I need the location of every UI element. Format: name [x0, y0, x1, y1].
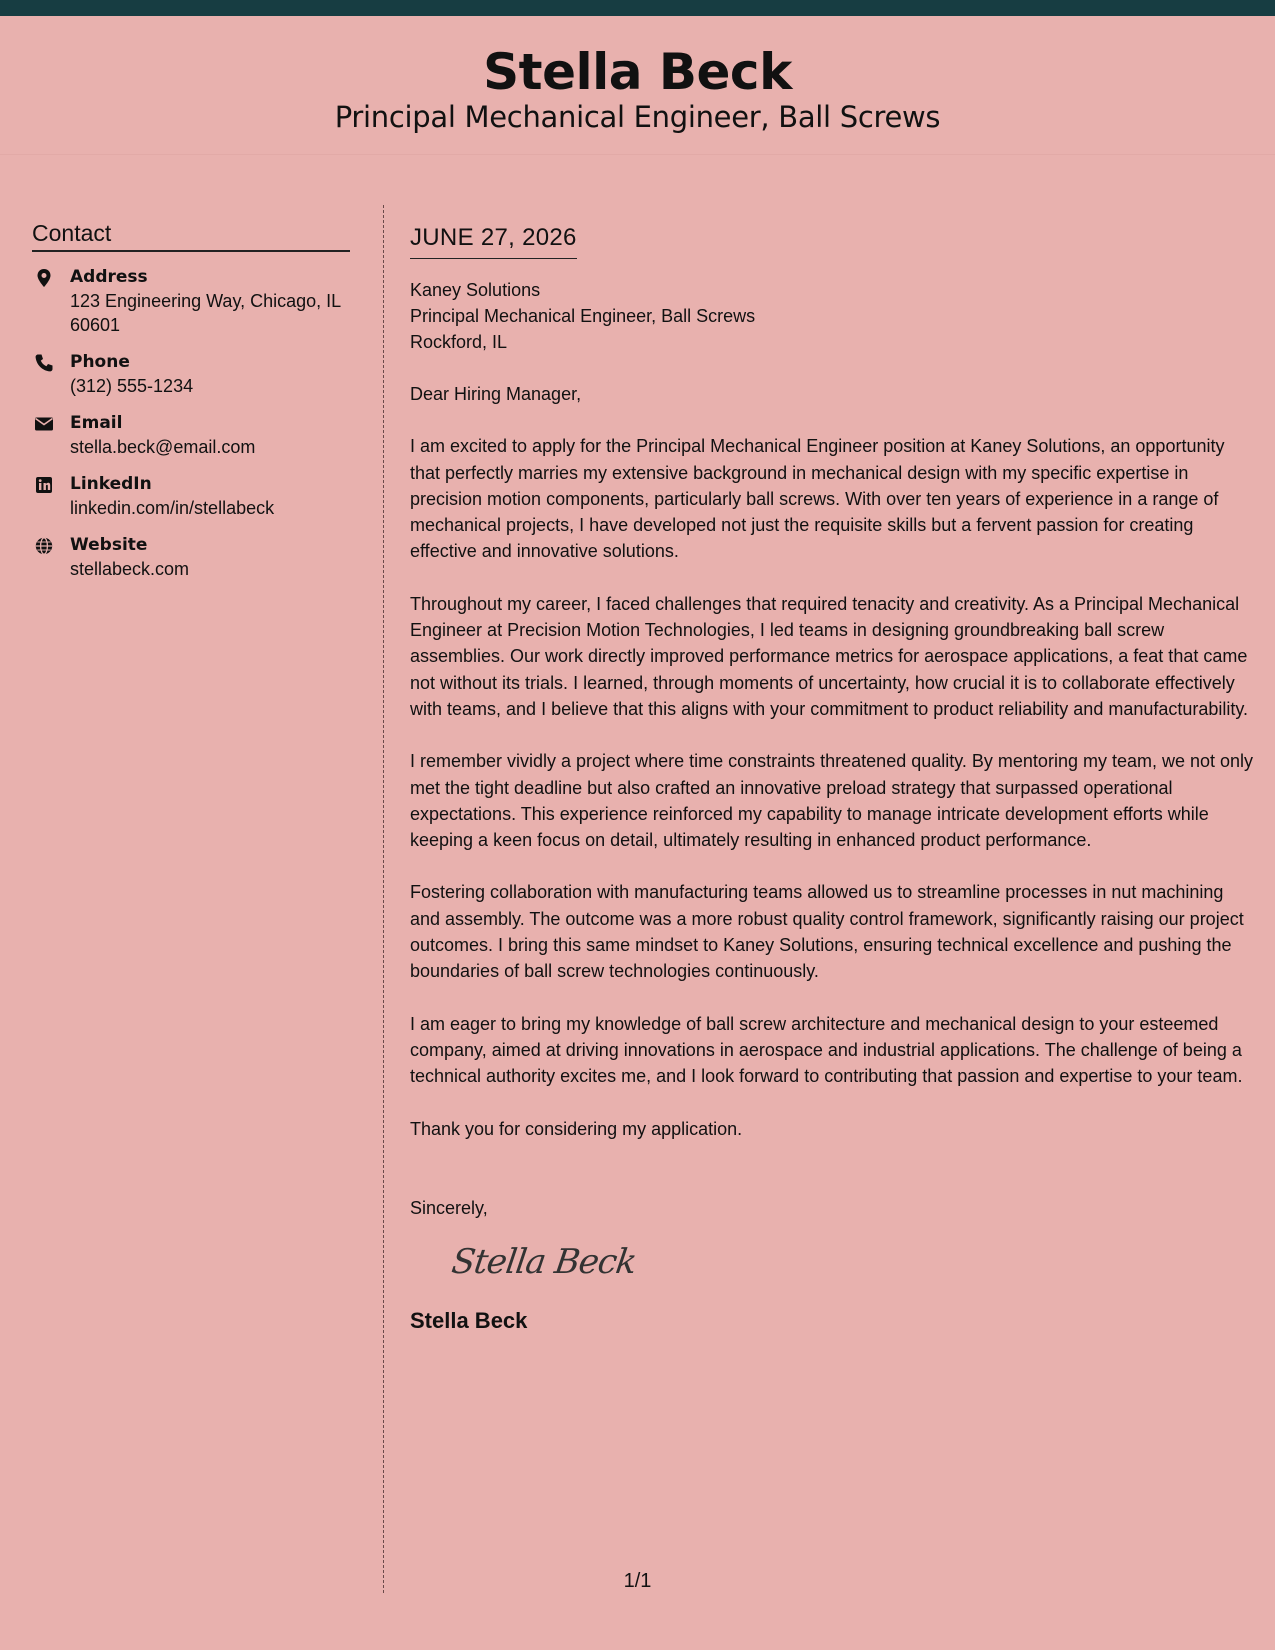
recipient-location: Rockford, IL [410, 332, 508, 352]
recipient-company: Kaney Solutions [410, 280, 541, 300]
applicant-name: Stella Beck [483, 43, 792, 101]
column-divider [383, 205, 384, 1593]
letter-date: JUNE 27, 2026 [410, 222, 577, 259]
contact-label: Phone [70, 352, 130, 372]
contact-value: (312) 555-1234 [70, 376, 194, 396]
contact-linkedin [32, 472, 350, 520]
globe-icon [34, 536, 54, 556]
contact-label: LinkedIn [70, 474, 152, 494]
envelope-icon [34, 414, 54, 434]
contact-website [32, 533, 350, 581]
contact-label: Website [70, 535, 148, 555]
contact-label: Email [70, 413, 123, 433]
page-number: 1/1 [623, 1570, 652, 1592]
contact-address [32, 265, 350, 337]
paragraph: I am excited to apply for the Principal Mechanical Engineer position at Kaney Solutions, an opportunity that perfectly marries my extensive background in mechanical design with my specific expertise in precision motion components, particularly ball screws. With over ten years of experience in a range of mechanical projects, I have developed not just the requisite skills but a fervent passion for creating effective and innovative solutions. [410, 436, 1225, 562]
website-link[interactable]: stellabeck.com [70, 559, 190, 579]
applicant-title: Principal Mechanical Engineer, Ball Screws [334, 100, 941, 134]
thank-you-line: Thank you for considering my application. [410, 1118, 743, 1139]
letter-body [410, 222, 1256, 1335]
phone-icon [34, 353, 54, 373]
linkedin-icon [34, 475, 54, 495]
greeting: Dear Hiring Manager, [410, 384, 582, 404]
contact-email [32, 411, 350, 459]
contact-heading: Contact [32, 220, 350, 252]
closing: Sincerely, [410, 1197, 488, 1218]
recipient-block [410, 277, 1256, 355]
signer-name: Stella Beck [410, 1308, 528, 1334]
paragraph: Throughout my career, I faced challenges that required tenacity and creativity. As a Principal Mechanical Engineer at Precision Motion Technologies, I led teams in designing groundbreaking ball screw assemblies. Our work directly improved performance metrics for aerospace applications, a feat that came not without its trials. I learned, through moments of uncertainty, how crucial it is to collaborate effectively with teams, and I believe that this aligns with your commitment to product reliability and manufacturability. [410, 593, 1249, 719]
top-accent-bar [0, 0, 1275, 16]
contact-sidebar [32, 220, 350, 581]
contact-phone [32, 350, 350, 398]
paragraph: Fostering collaboration with manufacturing teams allowed us to streamline processes in nut machining and assembly. The outcome was a more robust quality control framework, significantly raising our project outcomes. I bring this same mindset to Kaney Solutions, ensuring technical excellence and pushing the boundaries of ball screw technologies continuously. [410, 882, 1244, 982]
paragraph: I remember vividly a project where time constraints threatened quality. By mentoring my team, we not only met the tight deadline but also crafted an innovative preload strategy that surpassed operational expectations. This experience reinforced my capability to manage intricate development efforts while keeping a keen focus on detail, ultimately resulting in enhanced product performance. [410, 751, 1254, 851]
map-pin-icon [34, 268, 54, 288]
contact-label: Address [70, 267, 148, 287]
recipient-position: Principal Mechanical Engineer, Ball Screws [410, 306, 756, 326]
paragraph: I am eager to bring my knowledge of ball screw architecture and mechanical design to your esteemed company, aimed at driving innovations in aerospace and industrial applications. The challenge of being a technical authority excites me, and I look forward to contributing that passion and expertise to your team. [410, 1013, 1243, 1087]
handwritten-signature: Stella Beck [449, 1242, 639, 1283]
email-link[interactable]: stella.beck@email.com [70, 437, 256, 457]
header [0, 16, 1275, 155]
linkedin-link[interactable]: linkedin.com/in/stellabeck [70, 498, 275, 518]
contact-value: 123 Engineering Way, Chicago, IL 60601 [70, 291, 341, 335]
